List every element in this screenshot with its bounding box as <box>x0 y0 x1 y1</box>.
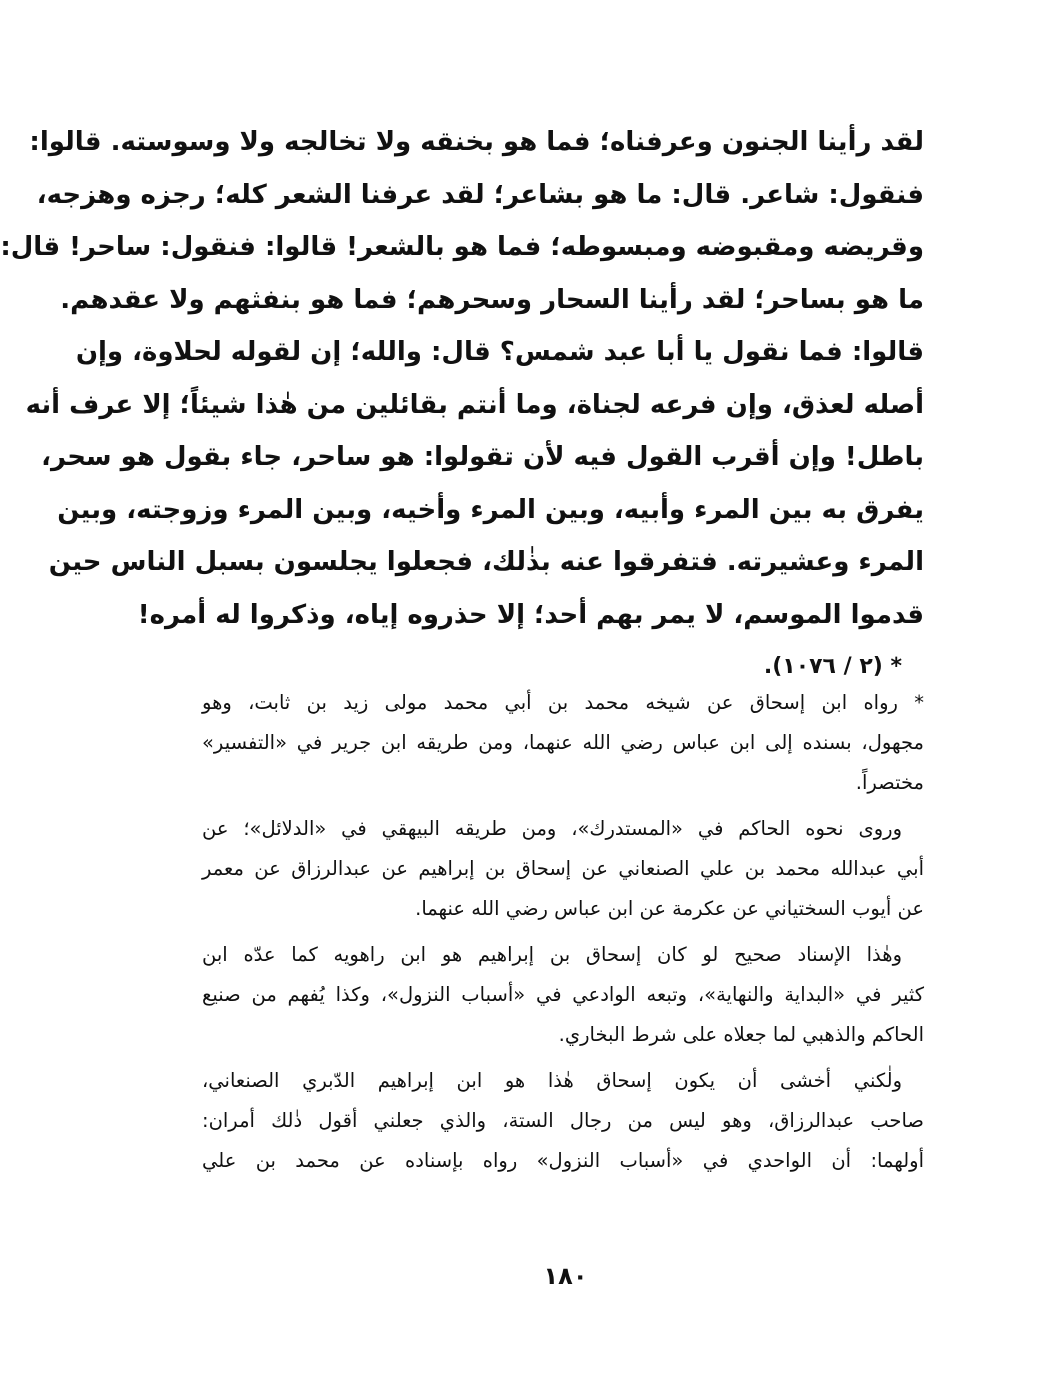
commentary-paragraph <box>202 809 924 929</box>
main-text-line: قدموا الموسم، لا يمر بهم أحد؛ إلا حذروه إياه، وذكروا له أمره! <box>137 599 924 630</box>
main-text-line: وقريضه ومقبوضه ومبسوطه؛ فما هو بالشعر! قالوا: فنقول: ساحر! قال: <box>0 232 924 262</box>
main-text-line: أصله لعذق، وإن فرعه لجناة، وما أنتم بقائلين من هٰذا شيئاً؛ إلا عرف أنه <box>25 389 924 420</box>
commentary-line: أبي عبدالله محمد بن علي الصنعاني عن إسحاق بن إبراهيم عن عبدالرزاق عن معمر <box>202 857 924 880</box>
commentary-line: وهٰذا الإسناد صحيح لو كان إسحاق بن إبراهيم هو ابن راهويه كما عدّه ابن <box>202 943 902 966</box>
commentary-line: ولٰكني أخشى أن يكون إسحاق هٰذا هو ابن إبراهيم الدّبري الصنعاني، <box>202 1069 902 1092</box>
main-text-line: ما هو بساحر؛ لقد رأينا السحار وسحرهم؛ فما هو بنفثهم ولا عقدهم. <box>60 284 924 315</box>
commentary-line: * رواه ابن إسحاق عن شيخه محمد بن أبي محمد مولى زيد بن ثابت، وهو <box>202 691 924 714</box>
commentary-line: مجهول، بسنده إلى ابن عباس رضي الله عنهما، ومن طريقه ابن جرير في «التفسير» <box>202 731 924 754</box>
main-text-line: باطل! وإن أقرب القول فيه لأن تقولوا: هو ساحر، جاء بقول هو سحر، <box>41 442 924 472</box>
commentary-line: مختصراً. <box>855 771 924 794</box>
commentary <box>202 683 924 1181</box>
commentary-line: وروى نحوه الحاكم في «المستدرك»، ومن طريقه البيهقي في «الدلائل»؛ عن <box>202 817 902 840</box>
commentary-line: أولهما: أن الواحدي في «أسباب النزول» رواه بإسناده عن محمد بن علي <box>202 1149 924 1172</box>
volume-page-citation: * (٢ / ١٠٧٦). <box>763 654 902 679</box>
page-number: ١٨٠ <box>543 1262 588 1290</box>
commentary-paragraph <box>202 935 924 1055</box>
main-text-line: لقد رأينا الجنون وعرفناه؛ فما هو بخنقه ولا تخالجه ولا وسوسته. قالوا: <box>29 127 924 157</box>
commentary-line: الحاكم والذهبي لما جعلاه على شرط البخاري. <box>558 1023 924 1046</box>
main-text-line: فنقول: شاعر. قال: ما هو بشاعر؛ لقد عرفنا الشعر كله؛ رجزه وهزجه، <box>36 179 924 210</box>
commentary-paragraph <box>202 1061 924 1181</box>
commentary-line: عن أيوب السختياني عن عكرمة عن ابن عباس رضي الله عنهما. <box>415 897 924 920</box>
commentary-line: صاحب عبدالرزاق، وهو ليس من رجال الستة، والذي جعلني أقول ذٰلك أمران: <box>202 1109 924 1132</box>
main-text-line: يفرق به بين المرء وأبيه، وبين المرء وأخيه، وبين المرء وزوجته، وبين <box>57 494 924 525</box>
commentary-paragraph <box>202 683 924 803</box>
main-text-line: المرء وعشيرته. فتفرقوا عنه بذٰلك، فجعلوا يجلسون بسبل الناس حين <box>48 547 924 577</box>
commentary-line: كثير في «البداية والنهاية»، وتبعه الوادعي في «أسباب النزول»، وكذا يُفهم من صنيع <box>202 983 924 1006</box>
main-text <box>0 116 924 694</box>
main-text-line: قالوا: فما نقول يا أبا عبد شمس؟ قال: والله؛ إن لقوله لحلاوة، وإن <box>75 337 924 367</box>
